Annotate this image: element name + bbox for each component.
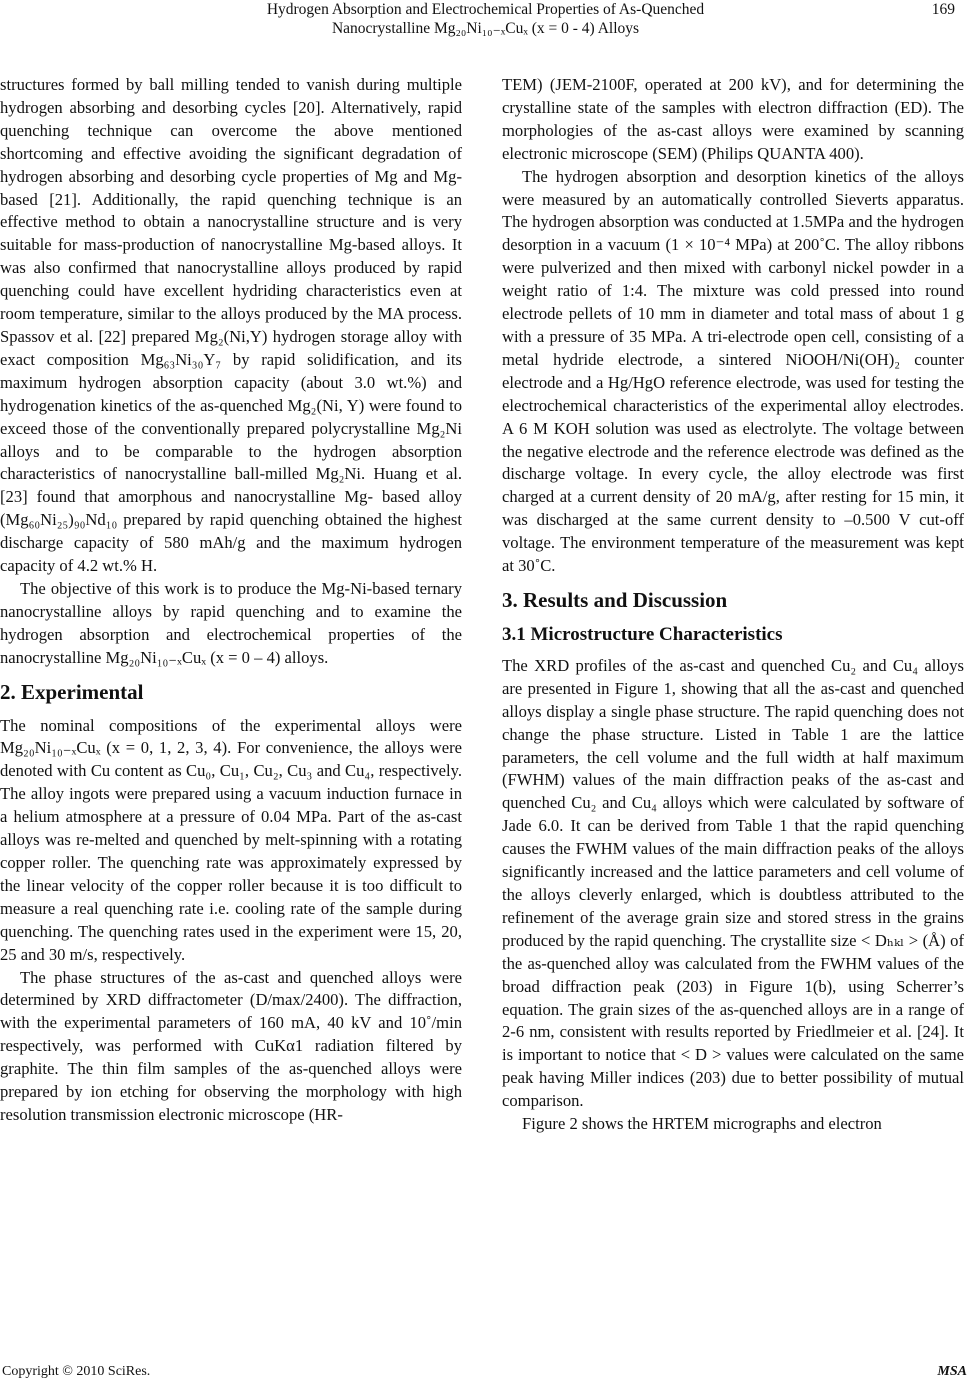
subsection-heading-microstructure: 3.1 Microstructure Characteristics — [502, 623, 783, 645]
paragraph-alloy-preparation: The nominal compositions of the experimental alloys were Mg₂₀Ni₁₀₋ₓCuₓ (x = 0, 1, 2, 3, 4). For convenience, the alloys were denoted with Cu content as Cu₀, Cu₁, Cu₂, Cu₃ and Cu₄, respectively. The alloy ingots were prepared using a vacuum induction furnace in a helium atmosphere at a pressure of 0.04 MPa. Part of the as-cast alloys was re-melted and quenched by melt-spinning with a rotating copper roller. The quenching rate was approximately expressed by the linear velocity of the copper roller because it is too difficult to measure a real quenching rate i.e. cooling rate of the sample during quenching. The quenching rates used in the experiment were 15, 20, 25 and 30 m/s, respectively. — [0, 715, 462, 964]
page-number: 169 — [931, 1, 955, 18]
section-heading-experimental: 2. Experimental — [0, 679, 144, 704]
running-header — [0, 0, 971, 44]
left-column — [0, 74, 462, 1127]
paragraph-kinetics-method: The hydrogen absorption and desorption kinetics of the alloys were measured by an automatically controlled Sieverts apparatus. The hydrogen absorption was conducted at 1.5MPa and the hydrogen desorption in a vacuum (1 × 10⁻⁴ MPa) at 200˚C. The alloy ribbons were pulverized and then mixed with carbonyl nickel powder in a weight ratio of 1:4. The mixture was cold pressed into round electrode pellets of 10 mm in diameter and total mass of about 1 g with a pressure of 35 MPa. A tri-electrode open cell, consisting of a metal hydride electrode, a sintered NiOOH/Ni(OH)₂ counter electrode and a Hg/HgO reference electrode, was used for testing the electrochemical characteristics of the experimental alloy electrodes. A 6 M KOH solution was used as electrolyte. The voltage between the negative electrode and the reference electrode was defined as the discharge voltage. In every cycle, the alloy electrode was first charged at a current density of 20 mA/g, after resting for 15 min, it was discharged at the same current density to –0.500 V cut-off voltage. The environment temperature of the measurement was kept at 30˚C. — [502, 166, 964, 576]
header-title-line1: Hydrogen Absorption and Electrochemical Properties of As-Quenched — [266, 1, 705, 18]
paragraph-xrd-results: The XRD profiles of the as-cast and quenched Cu₂ and Cu₄ alloys are presented in Figure 1, showing that all the as-cast and quenched alloys display a single phase structure. The rapid quenching does not change the phase structure. Listed in Table 1 are the lattice parameters, the cell volume and the full width at half maximum (FWHM) values of the main diffraction peaks of the as-cast and quenched Cu₂ and Cu₄ alloys which were calculated by software of Jade 6.0. It can be derived from Table 1 that the rapid quenching causes the FWHM values of the main diffraction peaks of the alloys significantly increased and the lattice parameters and cell volume of the alloys cleverly enlarged, which is doubtless attributed to the refinement of the average grain size and stored stress in the grains produced by the rapid quenching. The crystallite size < Dₕₖₗ > (Å) of the as-quenched alloy was calculated from the FWHM values of the broad diffraction peak (203) in Figure 1(b), using Scherrer’s equation. The grain sizes of the as-quenched alloys are in a range of 2-6 nm, consistent with results reported by Friedlmeier et al. [24]. It is important to notice that < D > values were calculated on the same peak having Miller indices (203) due to better possibility of mutual comparison. — [502, 655, 964, 1111]
copyright-notice: Copyright © 2010 SciRes. — [2, 1364, 151, 1379]
journal-abbreviation: MSA — [937, 1364, 967, 1379]
header-title-line2: Nanocrystalline Mg₂₀Ni₁₀₋ₓCuₓ (x = 0 - 4) Alloys — [331, 20, 640, 37]
paragraph-microscopy: TEM) (JEM-2100F, operated at 200 kV), and for determining the crystalline state of the samples with electron diffraction (ED). The morphologies of the as-cast alloys were examined by scanning electronic microscope (SEM) (Philips QUANTA 400). — [502, 75, 964, 163]
paragraph-phase-structure: The phase structures of the as-cast and quenched alloys were determined by XRD diffractometer (D/max/2400). The diffraction, with the experimental parameters of 160 mA, 40 kV and 10˚/min respectively, was performed with CuKα1 radiation filtered by graphite. The thin film samples of the as-quenched alloys were prepared by ion etching for observing the morphology with high resolution transmission electronic microscope (HR- — [0, 967, 462, 1124]
page-footer — [0, 1362, 971, 1384]
paragraph-intro-continued: structures formed by ball milling tended to vanish during multiple hydrogen absorbing and desorbing cycles [20]. Alternatively, rapid quenching technique can overcome the above mentioned shortcoming and effective avoiding the significant degradation of hydrogen absorbing and desorbing cycle properties of Mg and Mg-based [21]. Additionally, the rapid quenching technique is an effective method to obtain a nanocrystalline structure and is very suitable for mass-production of nanocrystalline Mg-based alloys. It was also confirmed that nanocrystalline alloys produced by rapid quenching could have excellent hydriding characteristics even at room temperature, similar to the alloys produced by the MA process. Spassov et al. [22] prepared Mg₂(Ni,Y) hydrogen storage alloy with exact composition Mg₆₃Ni₃₀Y₇ by rapid solidification, and its maximum hydrogen absorption capacity (about 3.0 wt.%) and hydrogenation kinetics of the as-quenched Mg₂(Ni, Y) were found to exceed those of the conventionally prepared polycrystalline Mg₂Ni alloys and to be comparable to the hydrogen absorption characteristics of nanocrystalline ball-milled Mg₂Ni. Huang et al. [23] found that amorphous and nanocrystalline Mg- based alloy (Mg₆₀Ni₂₅)₉₀Nd₁₀ prepared by rapid quenching obtained the highest discharge capacity of 580 mAh/g and the maximum hydrogen capacity of 4.2 wt.% H. — [0, 75, 462, 576]
right-column — [502, 74, 964, 1136]
paragraph-objective: The objective of this work is to produce the Mg-Ni-based ternary nanocrystalline alloys by rapid quenching and to examine the hydrogen absorption and electrochemical properties of the nanocrystalline Mg₂₀Ni₁₀₋ₓCuₓ (x = 0 – 4) alloys. — [0, 578, 462, 667]
paragraph-figure2-intro: Figure 2 shows the HRTEM micrographs and electron — [522, 1114, 882, 1134]
section-heading-results: 3. Results and Discussion — [502, 587, 728, 612]
